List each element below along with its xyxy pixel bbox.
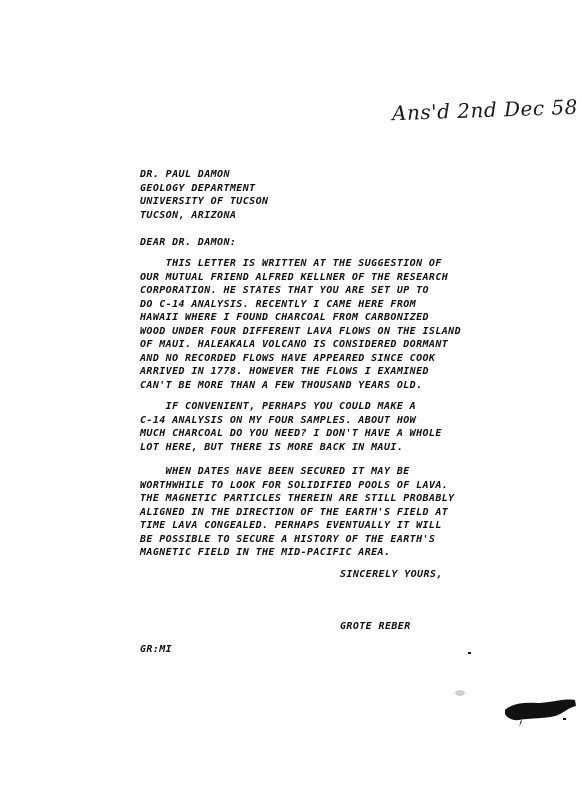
ink-blot-mark [503,694,577,728]
paragraph-1-line: HAWAII WHERE I FOUND CHARCOAL FROM CARBONIZED [140,312,429,323]
address-line-university: UNIVERSITY OF TUCSON [140,196,269,207]
handwritten-answered-note: Ans'd 2nd Dec 58 [391,94,579,126]
paragraph-3-line: THE MAGNETIC PARTICLES THEREIN ARE STILL PROBABLY [140,493,455,504]
paragraph-1-line: DO C-14 ANALYSIS. RECENTLY I CAME HERE FROM [140,298,417,310]
paragraph-3-line: WHEN DATES HAVE BEEN SECURED IT MAY BE [140,466,410,477]
signature-name: GROTE REBER [340,621,411,632]
address-line-city: TUCSON, ARIZONA [140,209,237,221]
paragraph-1-line: OF MAUI. HALEAKALA VOLCANO IS CONSIDERED DORMANT [140,339,449,350]
closing: SINCERELY YOURS, [340,569,443,580]
paragraph-3-line: TIME LAVA CONGEALED. PERHAPS EVENTUALLY IT WILL [140,520,442,531]
paragraph-1-line: CORPORATION. HE STATES THAT YOU ARE SET UP TO [140,285,429,296]
salutation: DEAR DR. DAMON: [140,237,237,248]
paragraph-2-line: LOT HERE, BUT THERE IS MORE BACK IN MAUI. [140,441,404,453]
paragraph-1-line: THIS LETTER IS WRITTEN AT THE SUGGESTION OF [140,258,442,269]
paragraph-3-line: WORTHWHILE TO LOOK FOR SOLIDIFIED POOLS OF LAVA. [140,479,449,491]
paragraph-2-line: C-14 ANALYSIS ON MY FOUR SAMPLES. ABOUT HOW [140,414,417,426]
paragraph-1-line: AND NO RECORDED FLOWS HAVE APPEARED SINCE COOK [140,352,436,364]
paragraph-3-line: MAGNETIC FIELD IN THE MID-PACIFIC AREA. [140,547,391,558]
smudge-mark [455,690,465,696]
paragraph-3-line: ALIGNED IN THE DIRECTION OF THE EARTH'S FIELD AT [140,506,449,518]
paragraph-2 [140,400,442,454]
recipient-address-block [140,168,268,222]
paragraph-3-line: BE POSSIBLE TO SECURE A HISTORY OF THE EARTH'S [140,533,436,545]
paragraph-1-line: ARRIVED IN 1778. HOWEVER THE FLOWS I EXAMINED [140,366,429,377]
paragraph-1-line: WOOD UNDER FOUR DIFFERENT LAVA FLOWS ON THE ISLAND [140,325,462,337]
paragraph-1 [140,257,461,392]
typist-initials: GR:MI [140,644,173,655]
paragraph-1-line: CAN'T BE MORE THAN A FEW THOUSAND YEARS OLD. [140,379,423,391]
paragraph-2-line: MUCH CHARCOAL DO YOU NEED? I DON'T HAVE A WHOLE [140,428,442,439]
paragraph-1-line: OUR MUTUAL FRIEND ALFRED KELLNER OF THE RESEARCH [140,271,449,283]
paragraph-2-line: IF CONVENIENT, PERHAPS YOU COULD MAKE A [140,401,417,412]
address-line-name: DR. PAUL DAMON [140,169,230,180]
stray-mark [468,652,471,654]
paragraph-3 [140,465,455,560]
address-line-department: GEOLOGY DEPARTMENT [140,182,256,194]
